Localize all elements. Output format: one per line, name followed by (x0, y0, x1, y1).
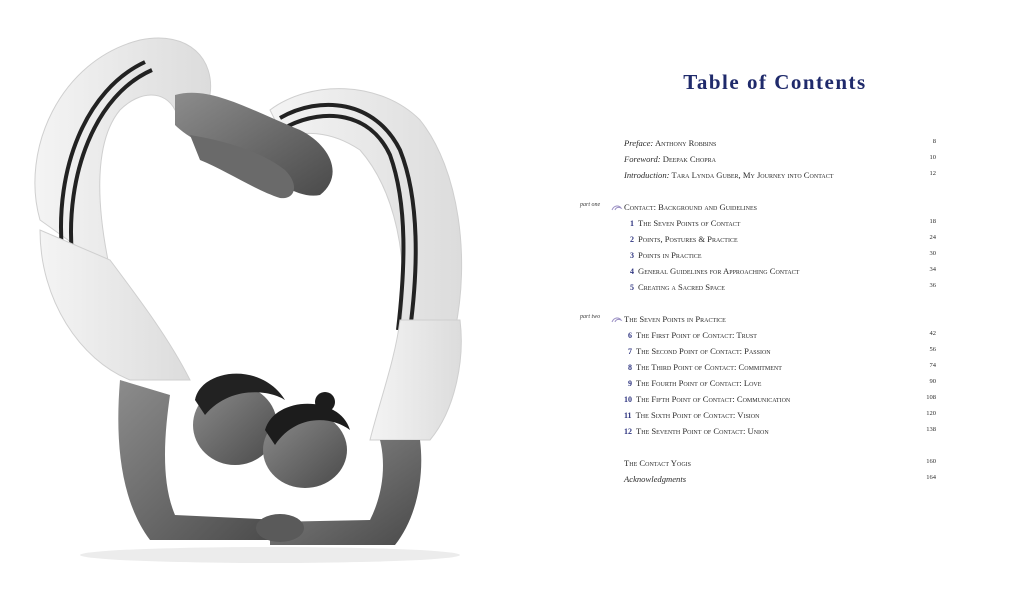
page-number: 74 (929, 362, 936, 369)
page-number: 30 (929, 250, 936, 257)
page-number: 138 (926, 426, 936, 433)
toc-entry-chapter[interactable]: 12 The Seventh Point of Contact: Union 138 (624, 426, 936, 436)
toc-entry-introduction[interactable]: Introduction: Tara Lynda Guber, My Journey into Contact 12 (624, 170, 936, 180)
part-label: part one (580, 202, 601, 208)
page-number: 24 (929, 234, 936, 241)
part-label: part two (580, 314, 601, 320)
toc-entry-chapter[interactable]: 4 General Guidelines for Approaching Contact 34 (630, 266, 936, 276)
toc-entry-acknowledgments[interactable]: Acknowledgments 164 (624, 474, 936, 484)
toc-entry-chapter[interactable]: 5 Creating a Sacred Space 36 (630, 282, 936, 292)
toc-entry-chapter[interactable]: 3 Points in Practice 30 (630, 250, 936, 260)
toc-entry-chapter[interactable]: 1 The Seven Points of Contact 18 (630, 218, 936, 228)
page-number: 8 (932, 138, 936, 145)
swirl-ornament-icon (611, 204, 623, 212)
page-number: 12 (929, 170, 936, 177)
toc-entry-chapter[interactable]: 2 Points, Postures & Practice 24 (630, 234, 936, 244)
page-number: 120 (926, 410, 936, 417)
page-number: 90 (929, 378, 936, 385)
toc-entry-chapter[interactable]: 8 The Third Point of Contact: Commitment 74 (628, 362, 936, 372)
toc-entry-chapter[interactable]: 7 The Second Point of Contact: Passion 56 (628, 346, 936, 356)
page-number: 36 (929, 282, 936, 289)
page-number: 34 (929, 266, 936, 273)
page-number: 108 (926, 394, 936, 401)
part-one-heading[interactable]: part one Contact: Background and Guidelines (580, 202, 758, 212)
page-number: 160 (926, 458, 936, 465)
page-number: 56 (929, 346, 936, 353)
page-number: 10 (929, 154, 936, 161)
toc-entry-preface[interactable]: Preface: Anthony Robbins 8 (624, 138, 936, 148)
toc-entry-chapter[interactable]: 9 The Fourth Point of Contact: Love 90 (628, 378, 936, 388)
toc-entry-chapter[interactable]: 11 The Sixth Point of Contact: Vision 120 (624, 410, 936, 420)
page-title: Table of Contents (683, 70, 867, 94)
toc-entry-contact-yogis[interactable]: The Contact Yogis 160 (624, 458, 936, 468)
toc-entry-chapter[interactable]: 6 The First Point of Contact: Trust 42 (628, 330, 936, 340)
page-number: 164 (926, 474, 936, 481)
part-two-heading[interactable]: part two The Seven Points in Practice (580, 314, 726, 324)
page-number: 42 (929, 330, 936, 337)
toc-entry-chapter[interactable]: 10 The Fifth Point of Contact: Communication 108 (624, 394, 936, 404)
toc-entry-foreword[interactable]: Foreword: Deepak Chopra 10 (624, 154, 936, 164)
swirl-ornament-icon (611, 316, 623, 324)
page-number: 18 (929, 218, 936, 225)
